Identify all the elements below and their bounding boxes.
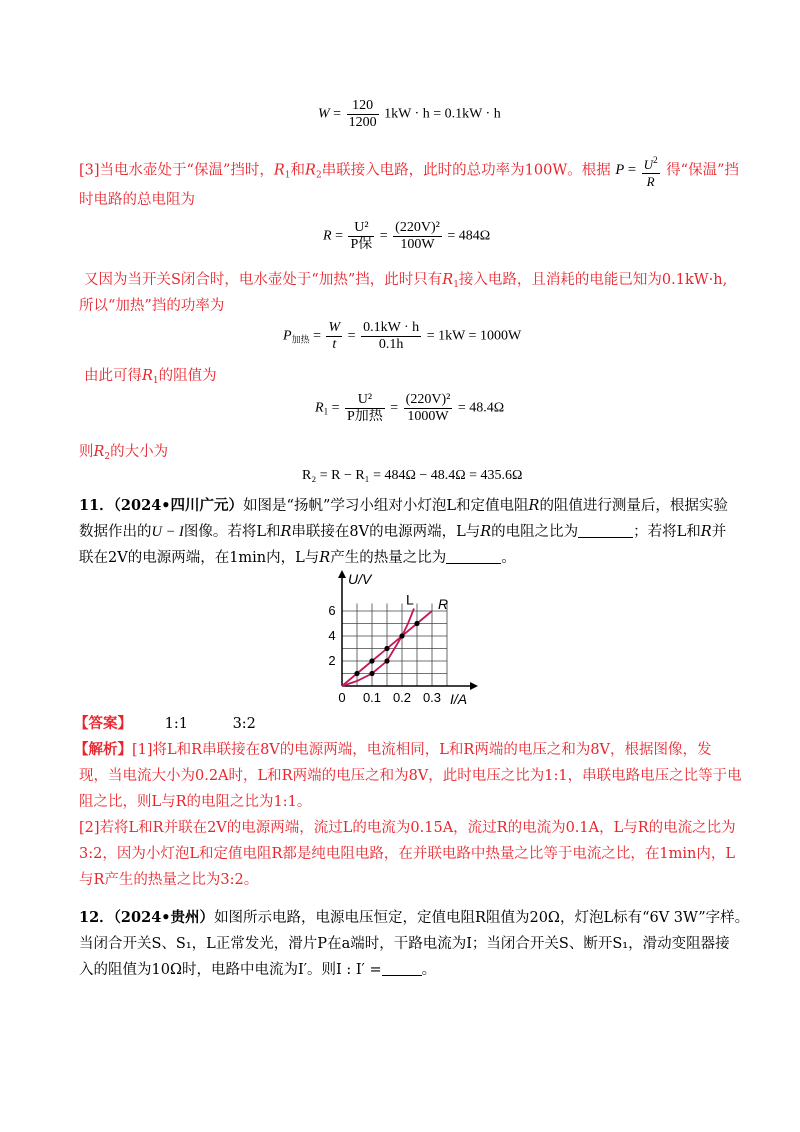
paragraph-3-line-1: [3]当电水壶处于“保温”挡时，$R_1$和$R_2$串联接入电路，此时的总功率为100W。根据 P = $\frac{U^2}{R}$ 得“保温”挡 [79, 152, 739, 190]
y-tick-label: 6 [328, 603, 336, 618]
x-tick-label: 0.3 [422, 690, 442, 705]
paragraph-6: 则$R_2$的大小为 [79, 444, 169, 462]
equation-r2: R₂ = R − R₁ = 484Ω − 48.4Ω = 435.6Ω [302, 468, 523, 483]
x-axis-arrow [470, 682, 478, 690]
x-tick-label: 0 [338, 690, 346, 705]
y-tick-label: 2 [328, 653, 336, 668]
equation-total-resistance: R = $\frac{\text{U²}}{\text{P保}}$ = $\frac{\text{(220V)²}}{100W}$ = 484Ω [323, 220, 491, 252]
y-axis-arrow [338, 570, 346, 578]
data-point [369, 671, 374, 676]
analysis-line-6: 与R产生的热量之比为3:2。 [79, 872, 259, 888]
data-point [414, 621, 419, 626]
y-axis-label: U/V [348, 571, 372, 587]
x-tick-label: 0.2 [392, 690, 412, 705]
y-tick-label: 4 [328, 628, 336, 643]
question-11-line-1: 11．（2024•四川广元）如图是“扬帆”学习小组对小灯泡L和定值电阻R的阻值进行测量后，根据实验 [79, 497, 728, 514]
answer-blank-1[interactable] [578, 525, 633, 538]
analysis-line-4: [2]若将L和R并联在2V的电源两端，流过L的电流为0.15A，流过R的电流为0.1A，L与R的电流之比为 [79, 820, 736, 836]
analysis-line-2: 现，当电流大小为0.2A时，L和R两端的电压之和为8V，此时电压之比为1:1，串联电路电压之比等于电 [79, 768, 742, 784]
analysis-line-3: 阻之比，则L与R的电阻之比为1:1。 [79, 794, 312, 810]
question-12-line-2: 当闭合开关S、S₁，L正常发光，滑片P在a端时，干路电流为I；当闭合开关S、断开S₁，滑动变阻器接 [79, 936, 730, 952]
equation-heating-power: $P_{加热}$ = $\frac{W}{t}$ = $\frac{0.1kW \cdot h}{0.1h}$ = 1kW = 1000W [283, 320, 522, 352]
equation-r1: $R_1$ = $\frac{\text{U²}}{\text{P加热}}$ = $\frac{\text{(220V)²}}{1000W}$ = 48.4Ω [315, 392, 505, 424]
data-point [369, 658, 374, 663]
paragraph-3-line-2: 时电路的总电阻为 [79, 192, 195, 208]
answer-blank-q12[interactable] [382, 963, 422, 976]
analysis-line-5: 3:2，因为小灯泡L和定值电阻R都是纯电阻电路，在并联电路中热量之比等于电流之比，在1min内，L [79, 846, 735, 862]
question-12-line-1: 12．（2024•贵州）如图所示电路，电源电压恒定，定值电阻R阻值为20Ω，灯泡L标有“6V 3W”字样。 [79, 909, 750, 926]
question-11-line-3: 联在2V的电源两端，在1min内，L与R产生的热量之比为 。 [79, 550, 516, 566]
paragraph-4-line-1: 又因为当开关S闭合时，电水壶处于“加热”挡，此时只有$R_1$接入电路，且消耗的电能已知为0.1kW·h, [84, 272, 728, 290]
series-label-R: R [438, 596, 449, 612]
series-line-L [342, 609, 414, 687]
answer-blank-2[interactable] [446, 551, 501, 564]
question-11-line-2: 数据作出的U − I图像。若将L和R串联接在8V的电源两端，L与R的电阻之比为 ；若将L和R并 [79, 524, 727, 540]
data-point [384, 646, 389, 651]
series-label-L: L [406, 591, 414, 608]
answer-line: 【答案】 1:1 3:2 [74, 715, 256, 732]
u-i-graph [320, 570, 480, 710]
equation-energy: W = $\frac{120}{1200}$ 1kW · h = 0.1kW · h [318, 98, 501, 130]
data-point [354, 671, 359, 676]
data-point [399, 633, 404, 638]
paragraph-5: 由此可得$R_1$的阻值为 [84, 368, 217, 386]
data-point [384, 658, 389, 663]
question-12-line-3: 入的阻值为10Ω时，电路中电流为I′。则I : I′ = 。 [79, 962, 437, 978]
x-axis-label: I/A [450, 691, 468, 707]
analysis-line-1: 【解析】[1]将L和R串联接在8V的电源两端，电流相同，L和R两端的电压之和为8V，根据图像，发 [74, 741, 712, 758]
paragraph-4-line-2: 所以“加热”挡的功率为 [79, 298, 225, 314]
x-tick-label: 0.1 [362, 690, 382, 705]
